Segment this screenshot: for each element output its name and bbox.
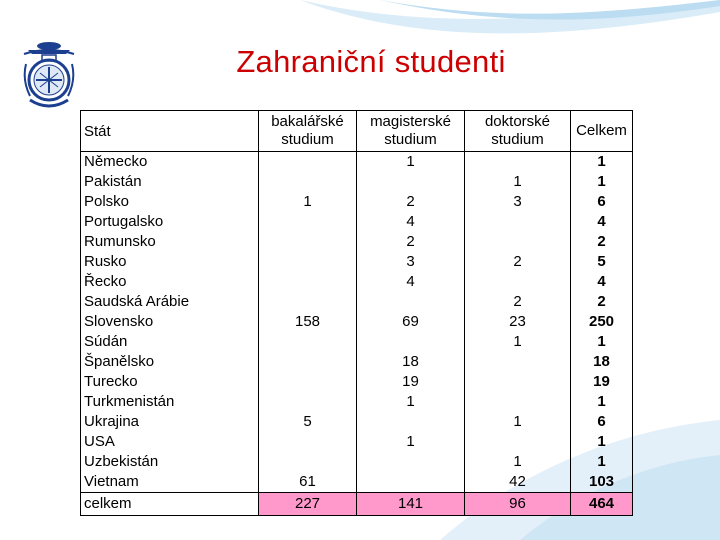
cell-state: Slovensko [81,312,259,332]
cell-state: Řecko [81,272,259,292]
table-row [81,472,633,493]
cell-bachelor [259,452,357,472]
header-doctoral: doktorské studium [465,111,571,152]
cell-bachelor: 5 [259,412,357,432]
cell-doctoral: 2 [465,252,571,272]
cell-doctoral: 1 [465,412,571,432]
cell-doctoral: 3 [465,192,571,212]
cell-bachelor [259,272,357,292]
cell-total: 1 [571,172,633,192]
cell-state: Polsko [81,192,259,212]
header-state: Stát [81,111,259,152]
cell-total: 5 [571,252,633,272]
cell-doctoral [465,392,571,412]
cell-state: Rumunsko [81,232,259,252]
cell-master [357,172,465,192]
cell-state: Turecko [81,372,259,392]
students-table [80,110,633,516]
cell-doctoral: 23 [465,312,571,332]
table-row [81,352,633,372]
cell-bachelor [259,392,357,412]
cell-master [357,412,465,432]
cell-total: 103 [571,472,633,493]
table-row [81,432,633,452]
cell-doctoral [465,152,571,173]
table-row [81,372,633,392]
cell-bachelor: 61 [259,472,357,493]
table-row [81,412,633,432]
cell-state: Súdán [81,332,259,352]
cell-state: Španělsko [81,352,259,372]
table-row [81,452,633,472]
table-row [81,312,633,332]
cell-state: Vietnam [81,472,259,493]
cell-bachelor [259,152,357,173]
cell-total: 2 [571,232,633,252]
cell-state: Ukrajina [81,412,259,432]
cell-total: 19 [571,372,633,392]
table-row [81,292,633,312]
cell-total: 1 [571,392,633,412]
cell-doctoral [465,352,571,372]
cell-master [357,472,465,493]
cell-bachelor [259,352,357,372]
cell-state: Turkmenistán [81,392,259,412]
cell-master [357,332,465,352]
sum-cell-master: 141 [357,493,465,516]
cell-total: 18 [571,352,633,372]
cell-doctoral: 1 [465,172,571,192]
cell-master: 2 [357,192,465,212]
cell-state: Saudská Arábie [81,292,259,312]
cell-state: USA [81,432,259,452]
cell-total: 1 [571,432,633,452]
cell-doctoral [465,432,571,452]
page-title: Zahraniční studenti [236,44,506,79]
cell-total: 2 [571,292,633,312]
cell-state: Rusko [81,252,259,272]
cell-bachelor [259,232,357,252]
cell-master: 19 [357,372,465,392]
cell-state: Pakistán [81,172,259,192]
cell-master: 3 [357,252,465,272]
table-row [81,172,633,192]
cell-doctoral [465,212,571,232]
cell-master: 18 [357,352,465,372]
table-row [81,272,633,292]
cell-master: 4 [357,212,465,232]
cell-master: 4 [357,272,465,292]
table-header-row [81,111,633,152]
table-row [81,192,633,212]
cell-state: Portugalsko [81,212,259,232]
cell-total: 6 [571,412,633,432]
cell-bachelor: 1 [259,192,357,212]
header-bachelor: bakalářské studium [259,111,357,152]
cell-bachelor [259,172,357,192]
cell-state: Uzbekistán [81,452,259,472]
cell-bachelor [259,292,357,312]
cell-doctoral [465,272,571,292]
cell-doctoral: 1 [465,452,571,472]
sum-cell-bachelor: 227 [259,493,357,516]
table-row [81,252,633,272]
cell-doctoral [465,232,571,252]
sum-cell-total: 464 [571,493,633,516]
sum-cell-doctoral: 96 [465,493,571,516]
cell-doctoral [465,372,571,392]
sum-cell-state: celkem [81,493,259,516]
header-total: Celkem [571,111,633,152]
cell-bachelor [259,432,357,452]
cell-master: 69 [357,312,465,332]
table-row [81,332,633,352]
cell-bachelor: 158 [259,312,357,332]
cell-total: 4 [571,272,633,292]
total-row [81,493,633,516]
cell-total: 1 [571,332,633,352]
cell-total: 250 [571,312,633,332]
cell-bachelor [259,212,357,232]
cell-total: 4 [571,212,633,232]
cell-master: 1 [357,152,465,173]
cell-bachelor [259,252,357,272]
header-master: magisterské studium [357,111,465,152]
table-row [81,152,633,173]
cell-master [357,452,465,472]
cell-bachelor [259,372,357,392]
cell-doctoral: 2 [465,292,571,312]
cell-total: 1 [571,152,633,173]
cell-bachelor [259,332,357,352]
cell-master: 1 [357,392,465,412]
cell-state: Německo [81,152,259,173]
cell-master: 1 [357,432,465,452]
cell-master: 2 [357,232,465,252]
cell-total: 1 [571,452,633,472]
table-row [81,392,633,412]
table-row [81,232,633,252]
cell-doctoral: 1 [465,332,571,352]
cell-master [357,292,465,312]
table-row [81,212,633,232]
cell-total: 6 [571,192,633,212]
cell-doctoral: 42 [465,472,571,493]
